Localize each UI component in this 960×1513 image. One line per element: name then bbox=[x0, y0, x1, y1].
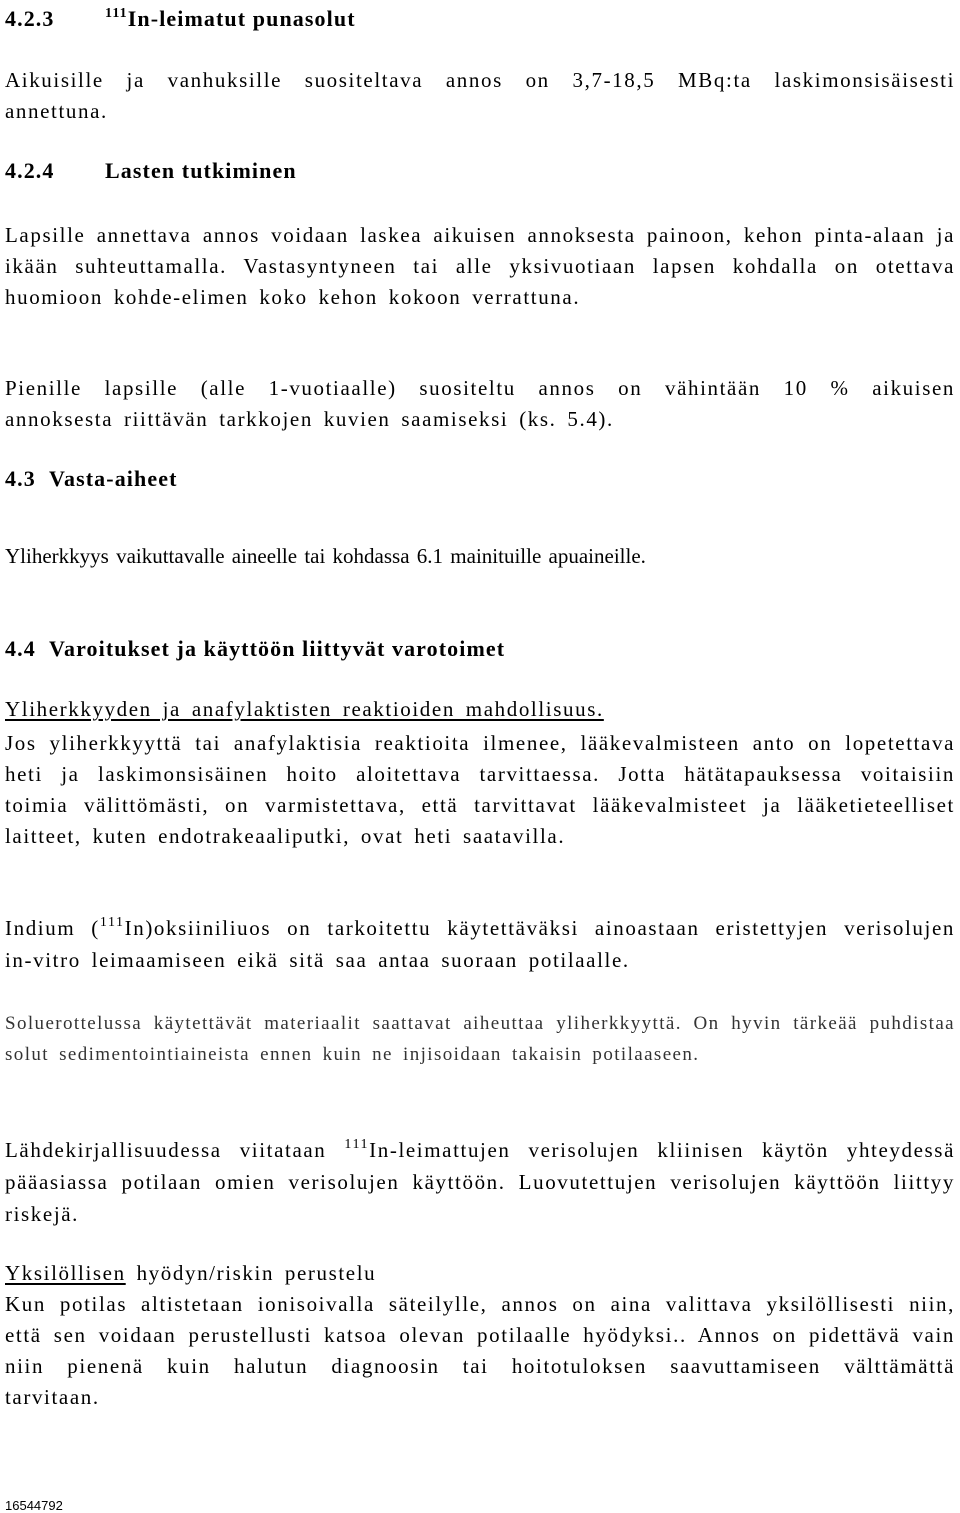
paragraph-soluerottelu: Soluerottelussa käytettävät materiaalit saattavat aiheuttaa yliherkkyyttä. On hyvin tärkeää puhdistaa solut sedimentointiaineista ennen kuin ne injisoidaan takaisin potilaaseen. bbox=[5, 1013, 955, 1065]
paragraph: Aikuisille ja vanhuksille suositeltava annos on 3,7-18,5 MBq:ta laskimonsisäisesti annettuna. bbox=[5, 68, 955, 123]
paragraph: Lapsille annettava annos voidaan laskea aikuisen annoksesta painoon, kehon pinta-alaan ja ikään suhteuttamalla. Vastasyntyneen tai alle yksivuotiaan lapsen kohdalla on otettava huomioon kohde-elimen koko kehon kokoon verrattuna. bbox=[5, 223, 955, 309]
text: In-leimattujen verisolujen kliinisen käytön yhteydessä pääasiassa potilaan omien verisolujen käyttöön. Luovutettujen verisolujen käyttöön liittyy riskejä. bbox=[5, 1138, 955, 1226]
underlined-word: Yksilöllisen bbox=[5, 1261, 126, 1285]
section-heading-4-4 bbox=[5, 636, 955, 662]
text: hyödyn/riskin perustelu bbox=[125, 1261, 377, 1285]
section-number: 4.2.3 bbox=[5, 6, 55, 31]
section-heading-4-2-3 bbox=[5, 6, 955, 32]
paragraph-indium bbox=[5, 912, 955, 976]
section-number: 4.3 bbox=[5, 466, 36, 491]
section-title: In-leimatut punasolut bbox=[127, 6, 356, 31]
section-heading-4-3 bbox=[5, 466, 955, 492]
text: Lähdekirjallisuudessa viitataan bbox=[5, 1138, 345, 1162]
section-heading-4-2-4 bbox=[5, 158, 955, 184]
section-title: Lasten tutkiminen bbox=[105, 158, 297, 183]
isotope-superscript: 111 bbox=[344, 1137, 370, 1152]
subheading-yksilollisen bbox=[5, 1258, 955, 1289]
section-title: Varoitukset ja käyttöön liittyvät varotoimet bbox=[49, 636, 506, 661]
text: Indium ( bbox=[5, 916, 100, 940]
section-number: 4.4 bbox=[5, 636, 36, 661]
isotope-superscript: 111 bbox=[105, 6, 128, 21]
section-title: Vasta-aiheet bbox=[49, 466, 178, 491]
paragraph: Yliherkkyys vaikuttavalle aineelle tai kohdassa 6.1 mainituille apuaineille. bbox=[5, 544, 646, 568]
paragraph-lahdekirjallisuus bbox=[5, 1134, 955, 1230]
section-number: 4.2.4 bbox=[5, 158, 55, 183]
isotope-superscript: 111 bbox=[99, 915, 125, 930]
document-id: 16544792 bbox=[5, 1498, 63, 1513]
text: In)oksiiniliuos on tarkoitettu käytettäväksi ainoastaan eristettyjen verisolujen in-vitro leimaamiseen eikä sitä saa antaa suoraan potilaalle. bbox=[5, 916, 955, 972]
subheading-underlined: Yliherkkyyden ja anafylaktisten reaktioiden mahdollisuus. bbox=[5, 697, 604, 721]
paragraph: Jos yliherkkyyttä tai anafylaktisia reaktioita ilmenee, lääkevalmisteen anto on lopetettava heti ja laskimonsisäinen hoito aloitettava tarvittaessa. Jotta hätätapauksessa voitaisiin toimia välittömästi, on varmistettava, että tarvittavat lääkevalmisteet ja lääketieteelliset laitteet, kuten endotrakeaaliputki, ovat heti saatavilla. bbox=[5, 731, 955, 848]
paragraph: Pienille lapsille (alle 1-vuotiaalle) suositeltu annos on vähintään 10 % aikuisen annoksesta riittävän tarkkojen kuvien saamiseksi (ks. 5.4). bbox=[5, 376, 955, 431]
paragraph: Kun potilas altistetaan ionisoivalla säteilylle, annos on aina valittava yksilöllisesti niin, että sen voidaan perustellusti katsoa olevan potilaalle hyödyksi.. Annos on pidettävä vain niin pienenä kuin halutun diagnoosin tai hoitotuloksen saavuttamiseen välttämättä tarvitaan. bbox=[5, 1292, 955, 1409]
